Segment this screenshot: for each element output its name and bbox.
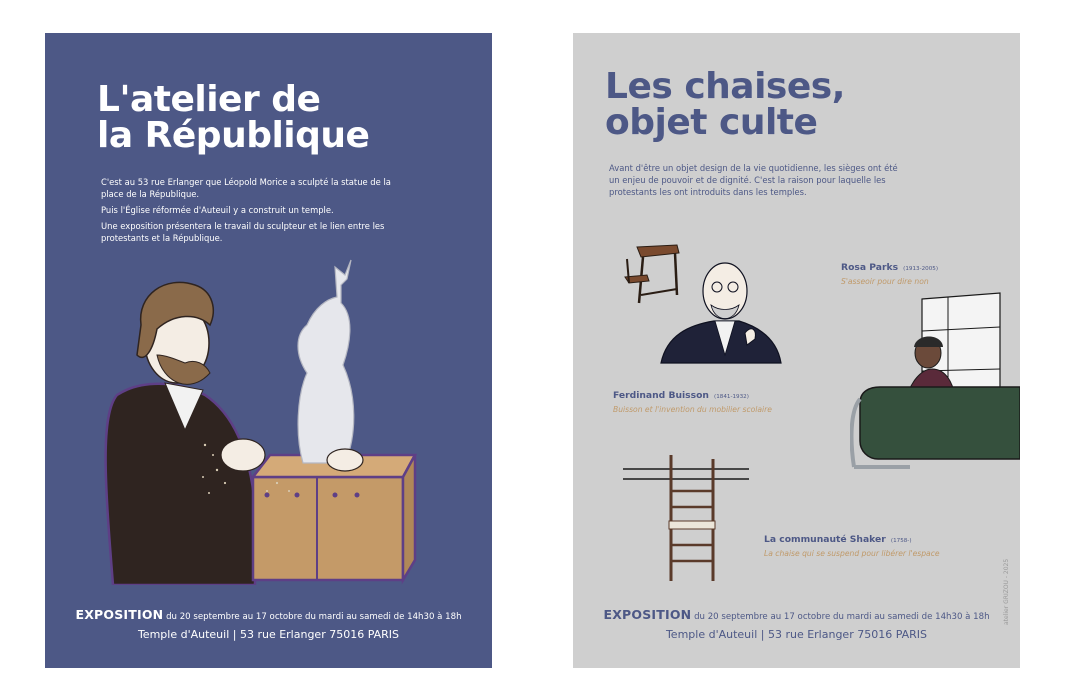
poster-intro	[101, 176, 401, 248]
person-description: S'asseoir pour dire non	[841, 277, 929, 286]
person-rosa-parks	[841, 255, 938, 286]
person-description: La chaise qui se suspend pour libérer l'espace	[764, 549, 940, 558]
intro-paragraph: Puis l'Église réformée d'Auteuil y a construit un temple.	[101, 205, 334, 215]
person-name: Rosa Parks	[841, 262, 899, 273]
exposition-dates	[45, 607, 492, 622]
exposition-schedule: du 20 septembre au 17 octobre du mardi au samedi de 14h30 à 18h	[166, 612, 462, 622]
illustrator-credit: atelier GRIZOU - 2025	[1003, 558, 1010, 625]
person-shaker-community	[764, 527, 940, 558]
rosa-parks-bus-illustration	[850, 291, 1020, 471]
exposition-schedule: du 20 septembre au 17 octobre du mardi au samedi de 14h30 à 18h	[694, 612, 990, 622]
exposition-dates	[573, 607, 1020, 622]
poster-intro: Avant d'être un objet design de la vie quotidienne, les sièges ont été un enjeu de pouvoir et de dignité. C'est la raison pour laquelle les protestants les ont introduits dans les temples.	[609, 163, 898, 197]
buisson-portrait-illustration	[659, 255, 784, 365]
intro-paragraph: C'est au 53 rue Erlanger que Léopold Morice a sculpté la statue de la place de la République.	[101, 177, 391, 199]
person-name: Ferdinand Buisson	[613, 390, 709, 401]
poster-title: L'atelier de la République	[97, 79, 370, 156]
exposition-label: EXPOSITION	[603, 607, 692, 622]
person-dates: (1758-)	[890, 538, 912, 544]
person-dates: (1841-1932)	[714, 394, 749, 400]
venue-address: Temple d'Auteuil | 53 rue Erlanger 75016 PARIS	[137, 628, 400, 641]
shaker-chair-illustration	[621, 455, 751, 585]
person-dates: (1913-2005)	[903, 266, 939, 272]
exposition-label: EXPOSITION	[75, 607, 164, 622]
poster-atelier-republique	[45, 33, 492, 668]
poster-chaises-objet-culte	[573, 33, 1020, 668]
sculptor-illustration	[45, 255, 492, 585]
person-name: La communauté Shaker	[764, 534, 886, 545]
person-ferdinand-buisson	[613, 383, 772, 414]
person-description: Buisson et l'invention du mobilier scolaire	[613, 405, 772, 414]
intro-paragraph: Une exposition présentera le travail du sculpteur et le lien entre les protestants et la République.	[101, 221, 385, 243]
venue-address: Temple d'Auteuil | 53 rue Erlanger 75016 PARIS	[665, 628, 928, 641]
poster-title: Les chaises, objet culte	[605, 66, 845, 143]
